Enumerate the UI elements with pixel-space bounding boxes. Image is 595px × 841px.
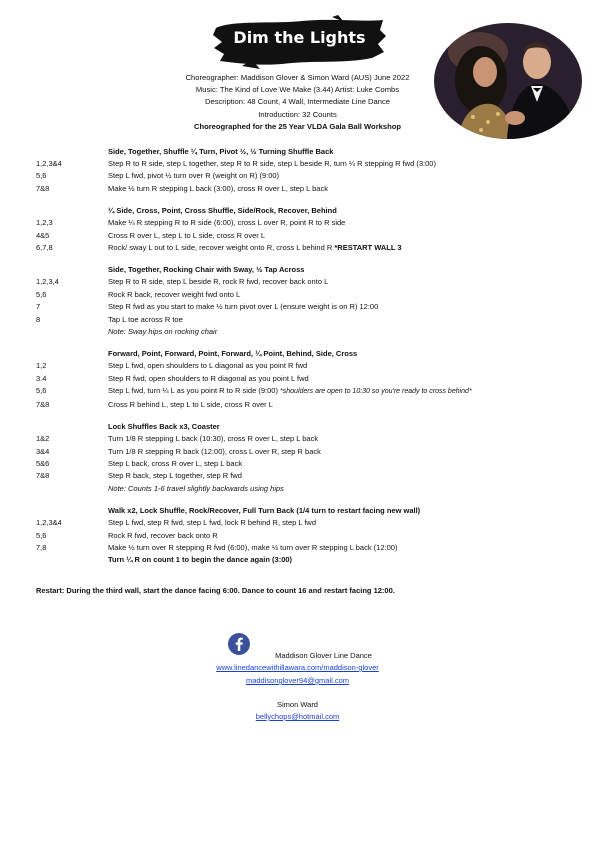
email-link-maddison[interactable]: maddisonglover94@gmail.com: [245, 676, 350, 685]
step-row: [0, 385, 595, 398]
step-row: [0, 217, 595, 229]
section-6: [0, 505, 595, 567]
introduction-line: Introduction: 32 Counts: [258, 109, 337, 119]
step-description: Step L fwd, open shoulders to L diagonal as you point R fwd: [108, 361, 308, 371]
facebook-page-name: Maddison Glover Line Dance: [275, 651, 372, 660]
step-description: Step L back, cross R over L, step L back: [108, 458, 243, 468]
step-row: [0, 158, 595, 170]
section-1: [0, 146, 595, 195]
website-row: [0, 662, 595, 674]
step-count: 1,2: [36, 361, 47, 371]
step-row: [0, 276, 595, 288]
step-count: 3.4: [36, 373, 47, 383]
step-count: 7&8: [36, 399, 50, 409]
step-description: Step R back, step L together, step R fwd: [108, 471, 242, 481]
step-description: Rock R back, recover weight fwd onto L: [108, 289, 241, 299]
step-count: 7&8: [36, 183, 50, 193]
workshop-line: Choreographed for the 25 Year VLDA Gala Ball Workshop: [193, 121, 402, 131]
section-3: [0, 264, 595, 338]
step-count: 7&8: [36, 471, 50, 481]
step-description: Step R to R side, step L together, step R to R side, step L beside R, turn ¼ R stepping R fwd (3:00): [108, 159, 436, 168]
step-description: Step R fwd, open shoulders to R diagonal as you point L fwd: [108, 373, 309, 383]
email-link-simon[interactable]: bellychops@hotmail.com: [255, 712, 340, 721]
step-text: Rock/ sway L out to L side, recover weight onto R, cross L behind R: [108, 243, 335, 253]
step-count: 1,2,3&4: [36, 518, 62, 528]
step-row: [0, 399, 595, 411]
step-description: Turn 1/8 R stepping L back (10:30), cross R over L, step L back: [108, 434, 319, 444]
restart-marker: *RESTART WALL 3: [334, 243, 402, 253]
description-line: Description: 48 Count, 4 Wall, Intermediate Line Dance: [204, 97, 391, 107]
section-note: Note: Sway hips on rocking chair: [108, 327, 218, 337]
step-row: [0, 230, 595, 242]
step-count: 6,7,8: [36, 243, 53, 253]
email-row-1: [0, 675, 595, 687]
section-final-note: Turn ¼ R on count 1 to begin the dance again (3:00): [108, 555, 293, 565]
title-banner: [212, 14, 387, 70]
step-description: Make ½ turn over R stepping R fwd (6:00), make ½ turn over R stepping L back (12:00): [108, 542, 398, 552]
email-row-2: [0, 711, 595, 723]
section-5: [0, 421, 595, 495]
step-description: Rock R fwd, recover back onto R: [108, 530, 218, 540]
step-count: 5,6: [36, 530, 47, 540]
step-count: 7,8: [36, 542, 47, 552]
section-title: Walk x2, Lock Shuffle, Rock/Recover, Full Turn Back (1/4 turn to restart facing new wall): [108, 506, 421, 516]
section-title: Side, Together, Rocking Chair with Sway, ½ Tap Across: [108, 265, 305, 275]
step-description: Make ¼ R stepping R to R side (6:00), cross L over R, point R to R side: [108, 218, 346, 228]
step-row: [0, 183, 595, 195]
step-row: [0, 360, 595, 372]
step-row: [0, 289, 595, 301]
step-count: 5&6: [36, 458, 50, 468]
section-note: Note: Counts 1-6 travel slightly backwards using hips: [108, 483, 284, 493]
restart-note: Restart: During the third wall, start the dance facing 6:00. Dance to count 16 and restart facing 12:00.: [36, 586, 395, 595]
step-description: [108, 242, 595, 254]
step-count: 1,2,3&4: [36, 159, 62, 168]
step-row: [0, 373, 595, 385]
step-count: 4&5: [36, 230, 50, 240]
step-row: [0, 517, 595, 529]
step-description: Tap L toe across R toe: [108, 314, 183, 324]
step-description: Cross R over L, step L to L side, cross R over L: [108, 230, 266, 240]
step-text: Step L fwd, turn ¼ L as you point R to R side (9:00): [108, 386, 281, 396]
dance-title: Dim the Lights: [233, 28, 366, 47]
step-row: [0, 301, 595, 313]
step-annotation: *shoulders are open to 10:30 so you're ready to cross behind*: [280, 388, 472, 396]
step-count: 7: [36, 302, 41, 312]
website-link[interactable]: www.linedancewithillawara.com/maddison-glover: [216, 663, 379, 672]
step-row: [0, 458, 595, 470]
section-title: Lock Shuffles Back x3, Coaster: [108, 422, 220, 432]
step-count: 5,6: [36, 386, 47, 396]
step-description: [108, 385, 595, 398]
step-count: 1,2,3,4: [36, 277, 59, 287]
step-description: Step L fwd, pivot ½ turn over R (weight on R) (9:00): [108, 171, 280, 181]
second-choreographer-name: Simon Ward: [277, 700, 318, 709]
music-line: Music: The Kind of Love We Make (3.44) Artist: Luke Combs: [195, 85, 400, 95]
section-title: Forward, Point, Forward, Point, Forward, ¼ Point, Behind, Side, Cross: [108, 349, 358, 359]
step-row: [0, 170, 595, 182]
step-description: Step L fwd, step R fwd, step L fwd, lock R behind R, step L fwd: [108, 518, 317, 528]
step-row: [0, 242, 595, 254]
step-count: 5,6: [36, 171, 47, 181]
step-count: 1,2,3: [36, 218, 53, 228]
step-description: Step R to R side, step L beside R, rock R fwd, recover back onto L: [108, 277, 329, 287]
step-description: Step R fwd as you start to make ½ turn pivot over L (ensure weight is on R) 12:00: [108, 302, 379, 312]
dance-info: [120, 72, 475, 133]
step-row: [0, 314, 595, 326]
step-sheet: [0, 146, 595, 577]
step-description: Cross R behind L, step L to L side, cross R over L: [108, 399, 273, 409]
step-description: Turn 1/8 R stepping R back (12:00), cross L over R, step R back: [108, 446, 321, 456]
step-count: 1&2: [36, 434, 50, 444]
step-count: 5,6: [36, 289, 47, 299]
step-row: [0, 542, 595, 554]
step-row: [0, 433, 595, 445]
section-title: ¼ Side, Cross, Point, Cross Shuffle, Side/Rock, Recover, Behind: [108, 206, 337, 216]
step-row: [0, 446, 595, 458]
choreographer-line: Choreographer: Maddison Glover & Simon Ward (AUS) June 2022: [185, 73, 410, 82]
section-2: [0, 205, 595, 254]
step-row: [0, 530, 595, 542]
step-row: [0, 470, 595, 482]
section-title: Side, Together, Shuffle ¼ Turn, Pivot ½, ½ Turning Shuffle Back: [108, 147, 334, 156]
step-count: 8: [36, 314, 41, 324]
step-description: Make ½ turn R stepping L back (3:00), cross R over L, step L back: [108, 183, 328, 193]
section-4: [0, 348, 595, 411]
step-count: 3&4: [36, 446, 50, 456]
